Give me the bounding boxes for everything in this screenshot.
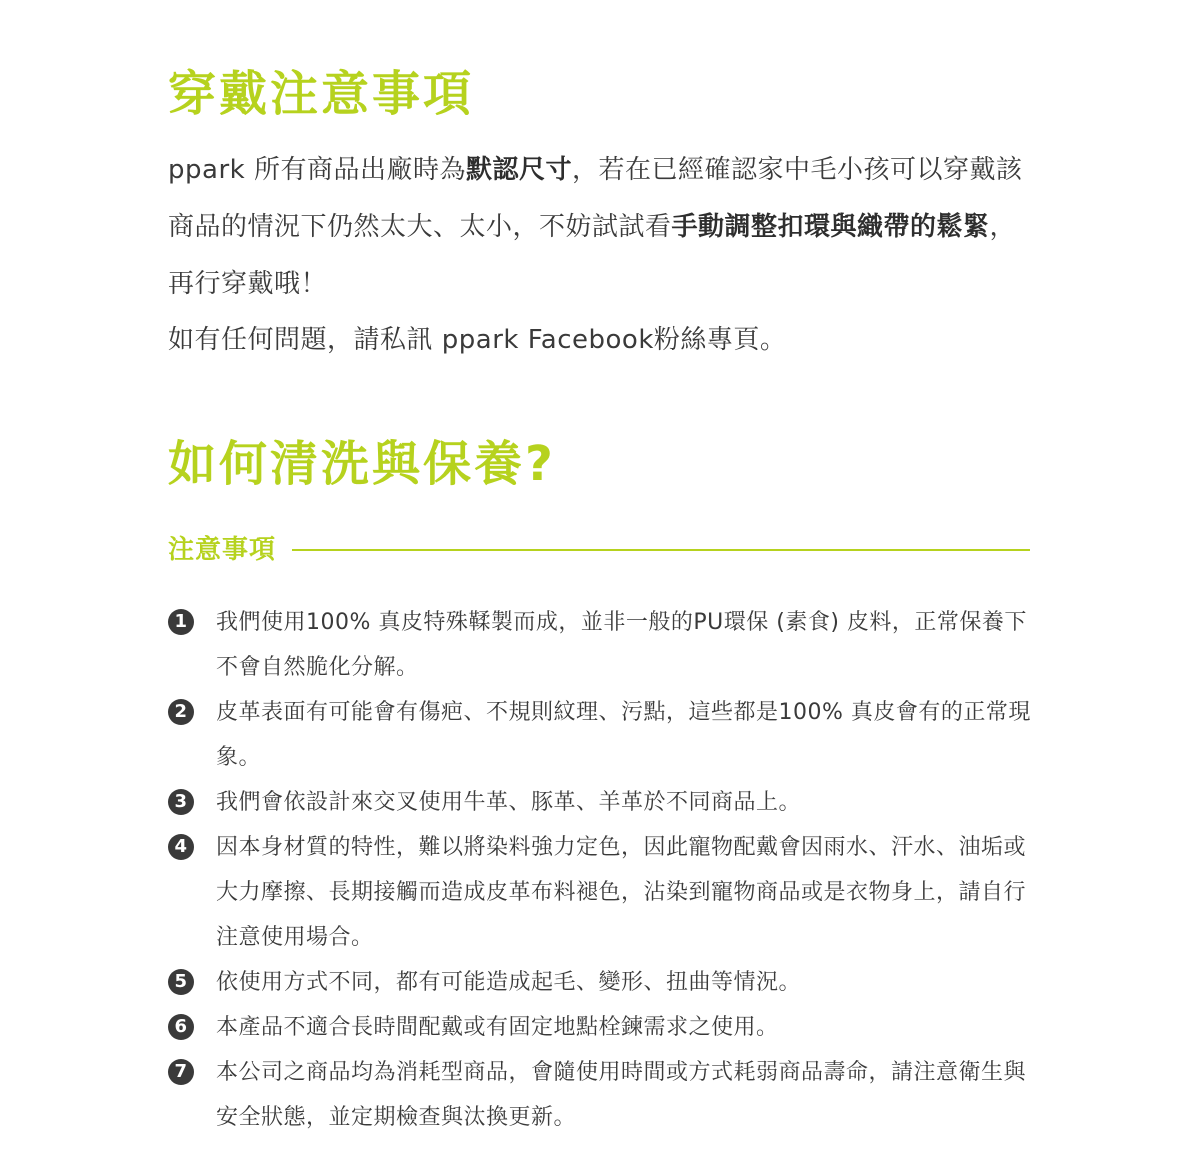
list-item [168, 1005, 1038, 1050]
list-item [168, 690, 1038, 780]
note-text: 我們會依設計來交叉使用牛革、豚革、羊革於不同商品上。 [216, 790, 802, 815]
default-size-emphasis: 默認尺寸 [465, 155, 572, 185]
paragraph-text: ppark 所有商品出廠時為 [168, 155, 466, 185]
contact-paragraph: 如有任何問題，請私訊 ppark Facebook粉絲專頁。 [168, 325, 787, 355]
notes-subheading-label: 注意事項 [168, 535, 277, 565]
subheading-divider [292, 549, 1030, 551]
note-text: 皮革表面有可能會有傷疤、不規則紋理、污點，這些都是100% 真皮會有的正常現象。 [216, 700, 1031, 770]
note-text: 依使用方式不同，都有可能造成起毛、變形、扭曲等情況。 [216, 970, 802, 995]
adjust-buckle-emphasis: 手動調整扣環與織帶的鬆緊 [671, 212, 990, 242]
number-badge-icon: 4 [168, 834, 194, 860]
notes-subheading [168, 530, 1030, 570]
wearing-notes-heading: 穿戴注意事項 [168, 66, 475, 122]
list-item [168, 825, 1038, 960]
paragraph-text: ，若在已經確認家中毛小孩可以穿戴該商品的情況下仍然太大、太小，不妨試試看 [168, 155, 1023, 242]
number-badge-icon: 1 [168, 609, 194, 635]
list-item [168, 780, 1038, 825]
number-badge-icon: 2 [168, 699, 194, 725]
number-badge-icon: 6 [168, 1014, 194, 1040]
list-item [168, 960, 1038, 1005]
care-notes-list [168, 600, 1038, 1140]
number-badge-icon: 5 [168, 969, 194, 995]
note-text: 我們使用100% 真皮特殊鞣製而成，並非一般的PU環保 (素食) 皮料，正常保養下不會自然脆化分解。 [216, 610, 1027, 680]
paragraph-text: ，再行穿戴哦！ [168, 212, 1017, 299]
list-item [168, 600, 1038, 690]
list-item [168, 1050, 1038, 1140]
cleaning-care-heading: 如何清洗與保養? [168, 436, 556, 492]
wearing-notes-paragraph [168, 142, 1038, 313]
note-text: 因本身材質的特性，難以將染料強力定色，因此寵物配戴會因雨水、汗水、油垢或大力摩擦、長期接觸而造成皮革布料褪色，沾染到寵物商品或是衣物身上，請自行注意使用場合。 [216, 835, 1027, 950]
note-text: 本公司之商品均為消耗型商品，會隨使用時間或方式耗弱商品壽命，請注意衛生與安全狀態，並定期檢查與汰換更新。 [216, 1060, 1027, 1130]
note-text: 本產品不適合長時間配戴或有固定地點栓鍊需求之使用。 [216, 1015, 779, 1040]
number-badge-icon: 3 [168, 789, 194, 815]
number-badge-icon: 7 [168, 1059, 194, 1085]
